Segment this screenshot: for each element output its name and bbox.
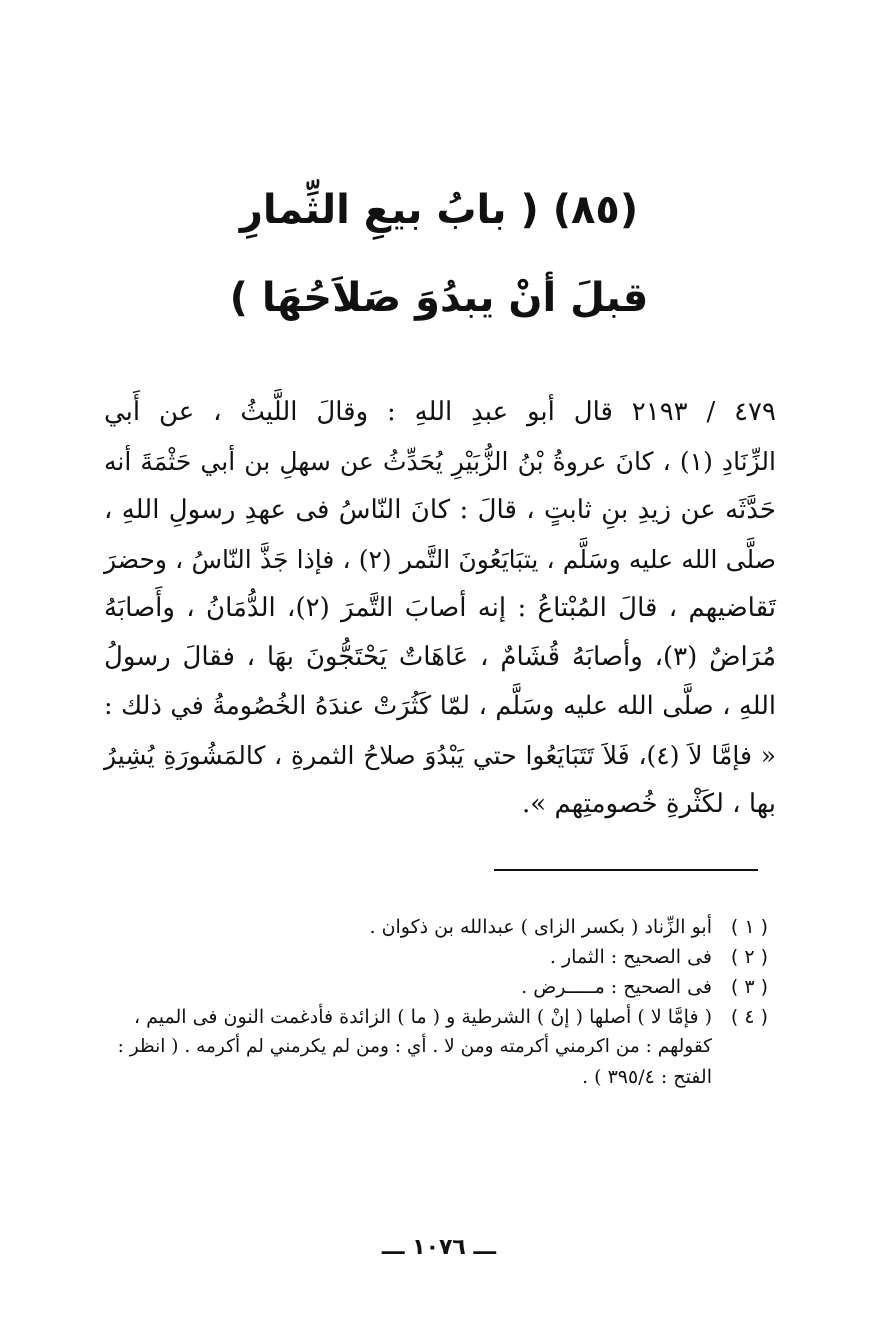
hadith-line: تَقاضيهم ، قالَ المُبْتاعُ : إنه أصابَ التَّمرَ (٢)، الدُّمَانُ ، وأَصابَهُ: [104, 593, 776, 623]
footnote-line: فى الصحيح : الثمار .: [549, 946, 712, 968]
footnote-line: كقولهم : من اكرمني أكرمته ومن لا . أي : ومن لم يكرمني لم أكرمه . ( انظر :: [117, 1036, 712, 1057]
footnote-item: [120, 972, 768, 1002]
hadith-text: [104, 388, 776, 829]
footnote-number: ( ٢ ): [730, 946, 768, 968]
footnote-line: الفتح : ٣٩٥/٤ ) .: [582, 1066, 712, 1088]
hadith-line: حَدَّثَه عن زيدِ بنِ ثابتٍ ، قالَ : كانَ النّاسُ فى عهدِ رسولِ اللهِ ،: [104, 495, 776, 525]
footnote-number: ( ٤ ): [730, 1006, 768, 1028]
footnote-number: ( ٣ ): [730, 976, 768, 998]
hadith-line: الزِّنَادِ (١) ، كانَ عروةُ بْنُ الزُّبَيْرِ يُحَدِّثُ عن سهلِ بن أبي حَثْمَةَ أنه: [104, 447, 776, 476]
footnote-item: [117, 1002, 768, 1092]
footnote-line: ( فإمَّا لا ) أصلها ( إنْ ) الشرطية و ( ما ) الزائدة فأدغمت النون فى الميم ،: [133, 1006, 712, 1028]
footnote-text: [120, 912, 712, 942]
footnote-text: [120, 972, 712, 1002]
hadith-line: « فإمَّا لاَ (٤)، فَلاَ تَتَبَايَعُوا حتي يَبْدُوَ صلاحُ الثمرةِ ، كالمَشُورَةِ يُشِيرُ: [104, 741, 776, 770]
hadith-line: ٤٧٩ / ٢١٩٣ قال أبو عبدِ اللهِ : وقالَ اللَّيثُ ، عن أَبي: [104, 397, 776, 427]
hadith-line: صلَّى الله عليه وسَلَّم ، يتبَايَعُونَ التَّمر (٢) ، فإذا جَذَّ النّاسُ ، وحضرَ: [104, 545, 776, 574]
hadith-line: اللهِ ، صلَّى الله عليه وسَلَّم ، لمّا كَثُرَتْ عندَهُ الخُصُومةُ في ذلك :: [104, 691, 776, 721]
hadith-line: بها ، لكَثْرةِ خُصومتِهم ».: [522, 789, 776, 819]
page-number: ـــ ١٠٧٦ ـــ: [381, 1235, 497, 1260]
footnote-item: [120, 942, 768, 972]
chapter-title-line-1: (٨٥) ( بابُ بيعِ الثِّمارِ: [239, 187, 639, 233]
footnote-text: [118, 1002, 712, 1092]
chapter-title-line-2: قبلَ أنْ يبدُوَ صَلاَحُهَا ): [229, 275, 649, 321]
footnotes: [117, 912, 768, 1092]
footnote-text: [120, 942, 712, 972]
hadith-line: مُرَاضٌ (٣)، وأصابَهُ قُشَامٌ ، عَاهَاتٌ يَحْتَجُّونَ بهَا ، فقالَ رسولُ: [104, 642, 776, 672]
footnote-line: أبو الزِّناد ( بكسر الزاى ) عبدالله بن ذكوان .: [369, 916, 712, 938]
footnote-item: [120, 912, 768, 942]
footnote-separator: [494, 869, 758, 871]
footnote-number: ( ١ ): [730, 916, 768, 938]
footnote-line: فى الصحيح : مـــــرض .: [521, 976, 712, 998]
